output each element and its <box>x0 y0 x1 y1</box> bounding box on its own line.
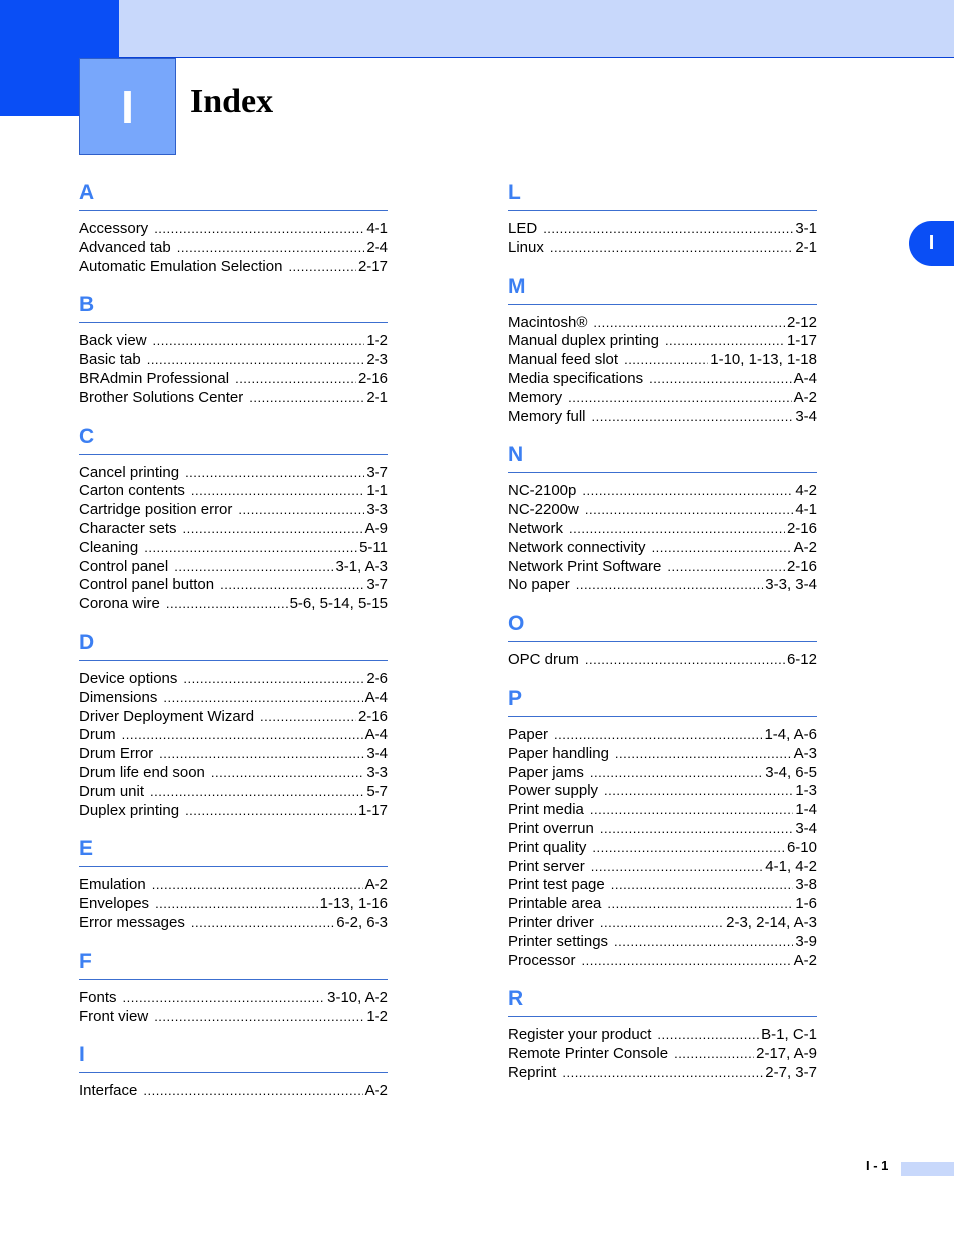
entry-pages: B-1, C-1 <box>761 1026 817 1044</box>
dot-leader <box>235 370 356 389</box>
index-entry[interactable] <box>79 220 388 239</box>
section-letter: N <box>508 440 817 473</box>
entry-term: Control panel button <box>79 576 215 594</box>
index-entry[interactable] <box>79 670 388 689</box>
dot-leader <box>600 914 724 933</box>
dot-leader <box>150 783 364 802</box>
entry-pages: 1-2 <box>366 332 388 350</box>
entry-term: Back view <box>79 332 147 350</box>
entry-term: Network <box>508 519 564 537</box>
index-entry[interactable] <box>79 351 388 370</box>
dot-leader <box>652 539 792 558</box>
entry-pages: 1-3 <box>795 782 817 800</box>
entry-list <box>79 323 388 421</box>
entry-list <box>508 1017 817 1096</box>
chapter-side-tab[interactable]: I <box>909 221 954 266</box>
entry-term: Accessory <box>79 220 149 237</box>
index-entry[interactable] <box>79 595 388 614</box>
entry-term: Reprint <box>508 1063 557 1081</box>
section-letter: C <box>79 422 388 455</box>
dot-leader <box>163 689 362 708</box>
index-entry[interactable] <box>79 370 388 389</box>
index-section-o <box>508 609 817 684</box>
dot-leader <box>585 501 793 520</box>
entry-term: Driver Deployment Wizard <box>79 707 255 725</box>
index-entry[interactable] <box>79 332 388 351</box>
entry-term: Memory full <box>508 407 586 425</box>
index-section-i <box>79 1040 388 1115</box>
entry-pages: A-2 <box>364 876 388 894</box>
index-section-n <box>508 440 817 609</box>
dot-leader <box>260 708 356 727</box>
entry-pages: 3-8 <box>795 876 817 894</box>
index-entry[interactable] <box>508 1026 817 1045</box>
entry-pages: 2-16 <box>357 369 388 387</box>
entry-pages: 2-16 <box>786 519 817 537</box>
index-entry[interactable] <box>508 651 817 670</box>
index-column-right <box>508 178 817 1097</box>
entry-pages: 3-4 <box>366 745 388 763</box>
dot-leader <box>147 351 365 370</box>
dot-leader <box>592 839 785 858</box>
entry-pages: 1-2 <box>366 1007 388 1025</box>
index-entry[interactable] <box>508 839 817 858</box>
entry-term: Control panel <box>79 557 169 575</box>
entry-term: Fonts <box>79 988 117 1006</box>
index-entry[interactable] <box>508 745 817 764</box>
entry-term: Print server <box>508 857 585 875</box>
dot-leader <box>592 408 794 427</box>
entry-term: BRAdmin Professional <box>79 369 230 387</box>
index-entry[interactable] <box>508 782 817 801</box>
entry-pages: 2-16 <box>357 707 388 725</box>
index-entry[interactable] <box>508 539 817 558</box>
dot-leader <box>159 745 364 764</box>
entry-term: Basic tab <box>79 351 141 369</box>
entry-term: Network Print Software <box>508 557 662 575</box>
section-letter: E <box>79 834 388 867</box>
index-section-m <box>508 272 817 441</box>
entry-pages: 3-9 <box>795 932 817 950</box>
index-section-r <box>508 984 817 1096</box>
dot-leader <box>582 952 792 971</box>
section-letter: L <box>508 178 817 211</box>
index-entry[interactable] <box>79 1082 388 1101</box>
entry-pages: 2-3 <box>366 351 388 369</box>
entry-pages: 1-10, 1-13, 1-18 <box>710 351 817 369</box>
section-letter: B <box>79 290 388 323</box>
entry-list <box>79 661 388 834</box>
entry-pages: 2-1 <box>366 388 388 406</box>
entry-list <box>79 1073 388 1115</box>
entry-term: Device options <box>79 669 178 687</box>
index-entry[interactable] <box>508 820 817 839</box>
index-entry[interactable] <box>508 764 817 783</box>
entry-pages: 4-1, 4-2 <box>765 857 817 875</box>
dot-leader <box>615 745 792 764</box>
entry-pages: 3-7 <box>366 463 388 481</box>
entry-pages: 3-1 <box>795 220 817 237</box>
index-entry[interactable] <box>508 895 817 914</box>
entry-term: OPC drum <box>508 651 579 669</box>
entry-term: Interface <box>79 1082 138 1100</box>
entry-list <box>79 455 388 628</box>
entry-pages: 1-13, 1-16 <box>319 895 388 913</box>
entry-term: Network connectivity <box>508 538 646 556</box>
index-entry[interactable] <box>79 539 388 558</box>
dot-leader <box>624 351 708 370</box>
dot-leader <box>191 482 364 501</box>
index-entry[interactable] <box>79 258 388 277</box>
dot-leader <box>152 876 363 895</box>
index-entry[interactable] <box>508 558 817 577</box>
entry-pages: 5-6, 5-14, 5-15 <box>289 595 388 613</box>
index-entry[interactable] <box>508 389 817 408</box>
index-section-a <box>79 178 388 290</box>
entry-term: Remote Printer Console <box>508 1045 669 1063</box>
entry-pages: A-2 <box>793 951 817 969</box>
dot-leader <box>569 520 785 539</box>
entry-term: Dimensions <box>79 688 158 706</box>
entry-pages: 1-17 <box>786 332 817 350</box>
dot-leader <box>288 258 356 277</box>
index-entry[interactable] <box>508 914 817 933</box>
entry-term: Character sets <box>79 519 177 537</box>
chapter-letter-box: I <box>79 58 176 155</box>
entry-term: Drum Error <box>79 745 154 763</box>
index-entry[interactable] <box>79 783 388 802</box>
entry-list <box>79 980 388 1041</box>
page-title: Index <box>190 83 274 120</box>
index-entry[interactable] <box>79 576 388 595</box>
index-entry[interactable] <box>79 726 388 745</box>
dot-leader <box>220 576 364 595</box>
index-section-c <box>79 422 388 628</box>
index-entry[interactable] <box>79 689 388 708</box>
entry-pages: A-2 <box>364 1082 388 1100</box>
entry-pages: 2-17, A-9 <box>756 1045 817 1063</box>
dot-leader <box>590 801 793 820</box>
dot-leader <box>576 576 764 595</box>
entry-pages: 3-3 <box>366 763 388 781</box>
index-entry[interactable] <box>79 914 388 933</box>
entry-list <box>508 717 817 984</box>
dot-leader <box>185 464 364 483</box>
entry-pages: 2-3, 2-14, A-3 <box>726 913 817 931</box>
dot-leader <box>143 1082 362 1101</box>
entry-pages: 5-7 <box>366 782 388 800</box>
dot-leader <box>665 332 785 351</box>
entry-term: Cleaning <box>79 538 139 556</box>
entry-list <box>508 211 817 272</box>
entry-term: Print quality <box>508 838 587 856</box>
entry-term: Paper handling <box>508 744 609 762</box>
section-letter: R <box>508 984 817 1017</box>
dot-leader <box>144 539 357 558</box>
entry-term: Drum <box>79 726 116 744</box>
entry-term: NC-2100p <box>508 482 577 500</box>
entry-pages: 3-3 <box>366 501 388 519</box>
entry-pages: 6-10 <box>786 838 817 856</box>
dot-leader <box>155 895 318 914</box>
entry-term: Linux <box>508 238 544 256</box>
dot-leader <box>543 220 793 239</box>
section-letter: P <box>508 684 817 717</box>
entry-pages: 3-1, A-3 <box>335 557 388 575</box>
dot-leader <box>604 782 793 801</box>
dot-leader <box>600 820 793 839</box>
index-entry[interactable] <box>508 482 817 501</box>
index-entry[interactable] <box>508 1064 817 1083</box>
entry-pages: 3-4 <box>795 407 817 425</box>
section-letter: M <box>508 272 817 305</box>
entry-term: Memory <box>508 388 563 406</box>
entry-pages: 5-11 <box>359 538 388 556</box>
dot-leader <box>614 933 793 952</box>
section-letter: D <box>79 628 388 661</box>
entry-pages: 3-3, 3-4 <box>765 576 817 594</box>
entry-term: Power supply <box>508 782 599 800</box>
entry-pages: 1-17 <box>357 801 388 819</box>
dot-leader <box>607 895 793 914</box>
dot-leader <box>611 876 794 895</box>
index-entry[interactable] <box>79 558 388 577</box>
entry-term: Automatic Emulation Selection <box>79 257 283 275</box>
entry-term: Manual duplex printing <box>508 332 659 350</box>
entry-term: Envelopes <box>79 895 150 913</box>
index-entry[interactable] <box>79 895 388 914</box>
entry-pages: 1-4, A-6 <box>764 725 817 743</box>
dot-leader <box>590 764 763 783</box>
entry-pages: 3-10, A-2 <box>327 988 388 1006</box>
index-entry[interactable] <box>79 1008 388 1027</box>
index-entry[interactable] <box>508 1045 817 1064</box>
header-bar <box>0 0 954 58</box>
entry-pages: A-2 <box>793 388 817 406</box>
entry-term: Printer settings <box>508 932 609 950</box>
section-letter: F <box>79 947 388 980</box>
index-entry[interactable] <box>79 989 388 1008</box>
index-section-f <box>79 947 388 1041</box>
entry-pages: 6-12 <box>786 651 817 669</box>
index-entry[interactable] <box>79 239 388 258</box>
entry-list <box>79 211 388 290</box>
entry-pages: 2-6 <box>366 669 388 687</box>
index-entry[interactable] <box>508 351 817 370</box>
entry-term: Carton contents <box>79 482 185 500</box>
dot-leader <box>674 1045 754 1064</box>
entry-term: Print media <box>508 801 584 819</box>
dot-leader <box>211 764 364 783</box>
page-number: I - 1 <box>866 1158 889 1173</box>
entry-term: Media specifications <box>508 369 644 387</box>
entry-pages: A-4 <box>364 688 388 706</box>
dot-leader <box>554 726 762 745</box>
index-column-left <box>79 178 388 1115</box>
index-entry[interactable] <box>79 520 388 539</box>
index-entry[interactable] <box>79 464 388 483</box>
index-entry[interactable] <box>508 408 817 427</box>
section-letter: A <box>79 178 388 211</box>
dot-leader <box>249 389 364 408</box>
index-entry[interactable] <box>79 802 388 821</box>
entry-term: Print test page <box>508 876 605 894</box>
entry-pages: 3-4 <box>795 819 817 837</box>
entry-term: Error messages <box>79 913 185 931</box>
entry-term: Front view <box>79 1007 149 1025</box>
index-section-d <box>79 628 388 834</box>
entry-list <box>508 642 817 684</box>
entry-term: Paper jams <box>508 763 584 781</box>
entry-pages: A-4 <box>364 726 388 744</box>
entry-pages: A-2 <box>793 538 817 556</box>
entry-list <box>508 473 817 609</box>
entry-pages: 4-1 <box>366 220 388 237</box>
entry-pages: 2-4 <box>366 238 388 256</box>
dot-leader <box>568 389 791 408</box>
dot-leader <box>154 220 364 239</box>
entry-term: Manual feed slot <box>508 351 619 369</box>
entry-term: Drum unit <box>79 782 145 800</box>
entry-pages: 1-4 <box>795 801 817 819</box>
index-entry[interactable] <box>508 370 817 389</box>
entry-pages: A-4 <box>793 369 817 387</box>
index-entry[interactable] <box>508 520 817 539</box>
dot-leader <box>238 501 364 520</box>
entry-term: Paper <box>508 725 549 743</box>
entry-pages: 6-2, 6-3 <box>336 913 388 931</box>
entry-pages: 4-1 <box>795 501 817 519</box>
index-entry[interactable] <box>79 708 388 727</box>
entry-term: Brother Solutions Center <box>79 388 244 406</box>
entry-term: Macintosh® <box>508 313 588 331</box>
entry-term: Advanced tab <box>79 238 171 256</box>
dot-leader <box>191 914 334 933</box>
index-entry[interactable] <box>508 933 817 952</box>
entry-term: Cancel printing <box>79 463 180 481</box>
index-entry[interactable] <box>508 952 817 971</box>
dot-leader <box>174 558 333 577</box>
index-entry[interactable] <box>508 314 817 333</box>
index-entry[interactable] <box>508 332 817 351</box>
index-entry[interactable] <box>508 858 817 877</box>
entry-term: Drum life end soon <box>79 763 205 781</box>
entry-term: Emulation <box>79 876 146 894</box>
index-entry[interactable] <box>508 801 817 820</box>
entry-pages: 3-4, 6-5 <box>765 763 817 781</box>
entry-pages: 2-17 <box>357 257 388 275</box>
index-entry[interactable] <box>79 876 388 895</box>
entry-list <box>79 867 388 946</box>
dot-leader <box>154 1008 364 1027</box>
dot-leader <box>649 370 792 389</box>
dot-leader <box>183 670 364 689</box>
dot-leader <box>185 802 356 821</box>
entry-pages: 2-16 <box>786 557 817 575</box>
index-section-b <box>79 290 388 421</box>
index-entry[interactable] <box>508 239 817 258</box>
dot-leader <box>166 595 288 614</box>
entry-pages: 1-1 <box>366 482 388 500</box>
index-section-p <box>508 684 817 984</box>
entry-pages: A-9 <box>364 519 388 537</box>
index-entry[interactable] <box>79 389 388 408</box>
entry-pages: A-3 <box>793 744 817 762</box>
entry-term: Printable area <box>508 895 602 913</box>
dot-leader <box>177 239 365 258</box>
index-entry[interactable] <box>79 764 388 783</box>
entry-term: No paper <box>508 576 570 594</box>
dot-leader <box>667 558 785 577</box>
entry-term: Duplex printing <box>79 801 180 819</box>
entry-term: Register your product <box>508 1026 652 1044</box>
entry-pages: 1-6 <box>795 895 817 913</box>
section-letter: O <box>508 609 817 642</box>
entry-term: LED <box>508 220 538 237</box>
entry-term: Processor <box>508 951 576 969</box>
entry-pages: 2-7, 3-7 <box>765 1063 817 1081</box>
index-entry[interactable] <box>508 501 817 520</box>
dot-leader <box>123 989 326 1008</box>
entry-term: Print overrun <box>508 819 594 837</box>
entry-term: Cartridge position error <box>79 501 233 519</box>
dot-leader <box>122 726 363 745</box>
dot-leader <box>657 1026 759 1045</box>
footer-bar <box>901 1162 954 1176</box>
dot-leader <box>593 314 785 333</box>
entry-list <box>508 305 817 441</box>
index-entry[interactable] <box>79 501 388 520</box>
entry-pages: 4-2 <box>795 482 817 500</box>
index-entry[interactable] <box>508 576 817 595</box>
entry-term: NC-2200w <box>508 501 579 519</box>
index-section-l <box>508 178 817 272</box>
entry-pages: 2-12 <box>786 313 817 331</box>
dot-leader <box>153 332 365 351</box>
dot-leader <box>562 1064 763 1083</box>
index-entry[interactable] <box>79 482 388 501</box>
dot-leader <box>582 482 793 501</box>
index-entry[interactable] <box>508 726 817 745</box>
index-section-e <box>79 834 388 946</box>
entry-pages: 2-1 <box>795 238 817 256</box>
section-letter: I <box>79 1040 388 1073</box>
index-entry[interactable] <box>508 876 817 895</box>
entry-term: Corona wire <box>79 595 160 613</box>
entry-term: Printer driver <box>508 913 594 931</box>
dot-leader <box>585 651 785 670</box>
index-entry[interactable] <box>79 745 388 764</box>
entry-pages: 3-7 <box>366 576 388 594</box>
dot-leader <box>183 520 363 539</box>
dot-leader <box>550 239 793 258</box>
dot-leader <box>591 858 764 877</box>
index-entry[interactable] <box>508 220 817 239</box>
